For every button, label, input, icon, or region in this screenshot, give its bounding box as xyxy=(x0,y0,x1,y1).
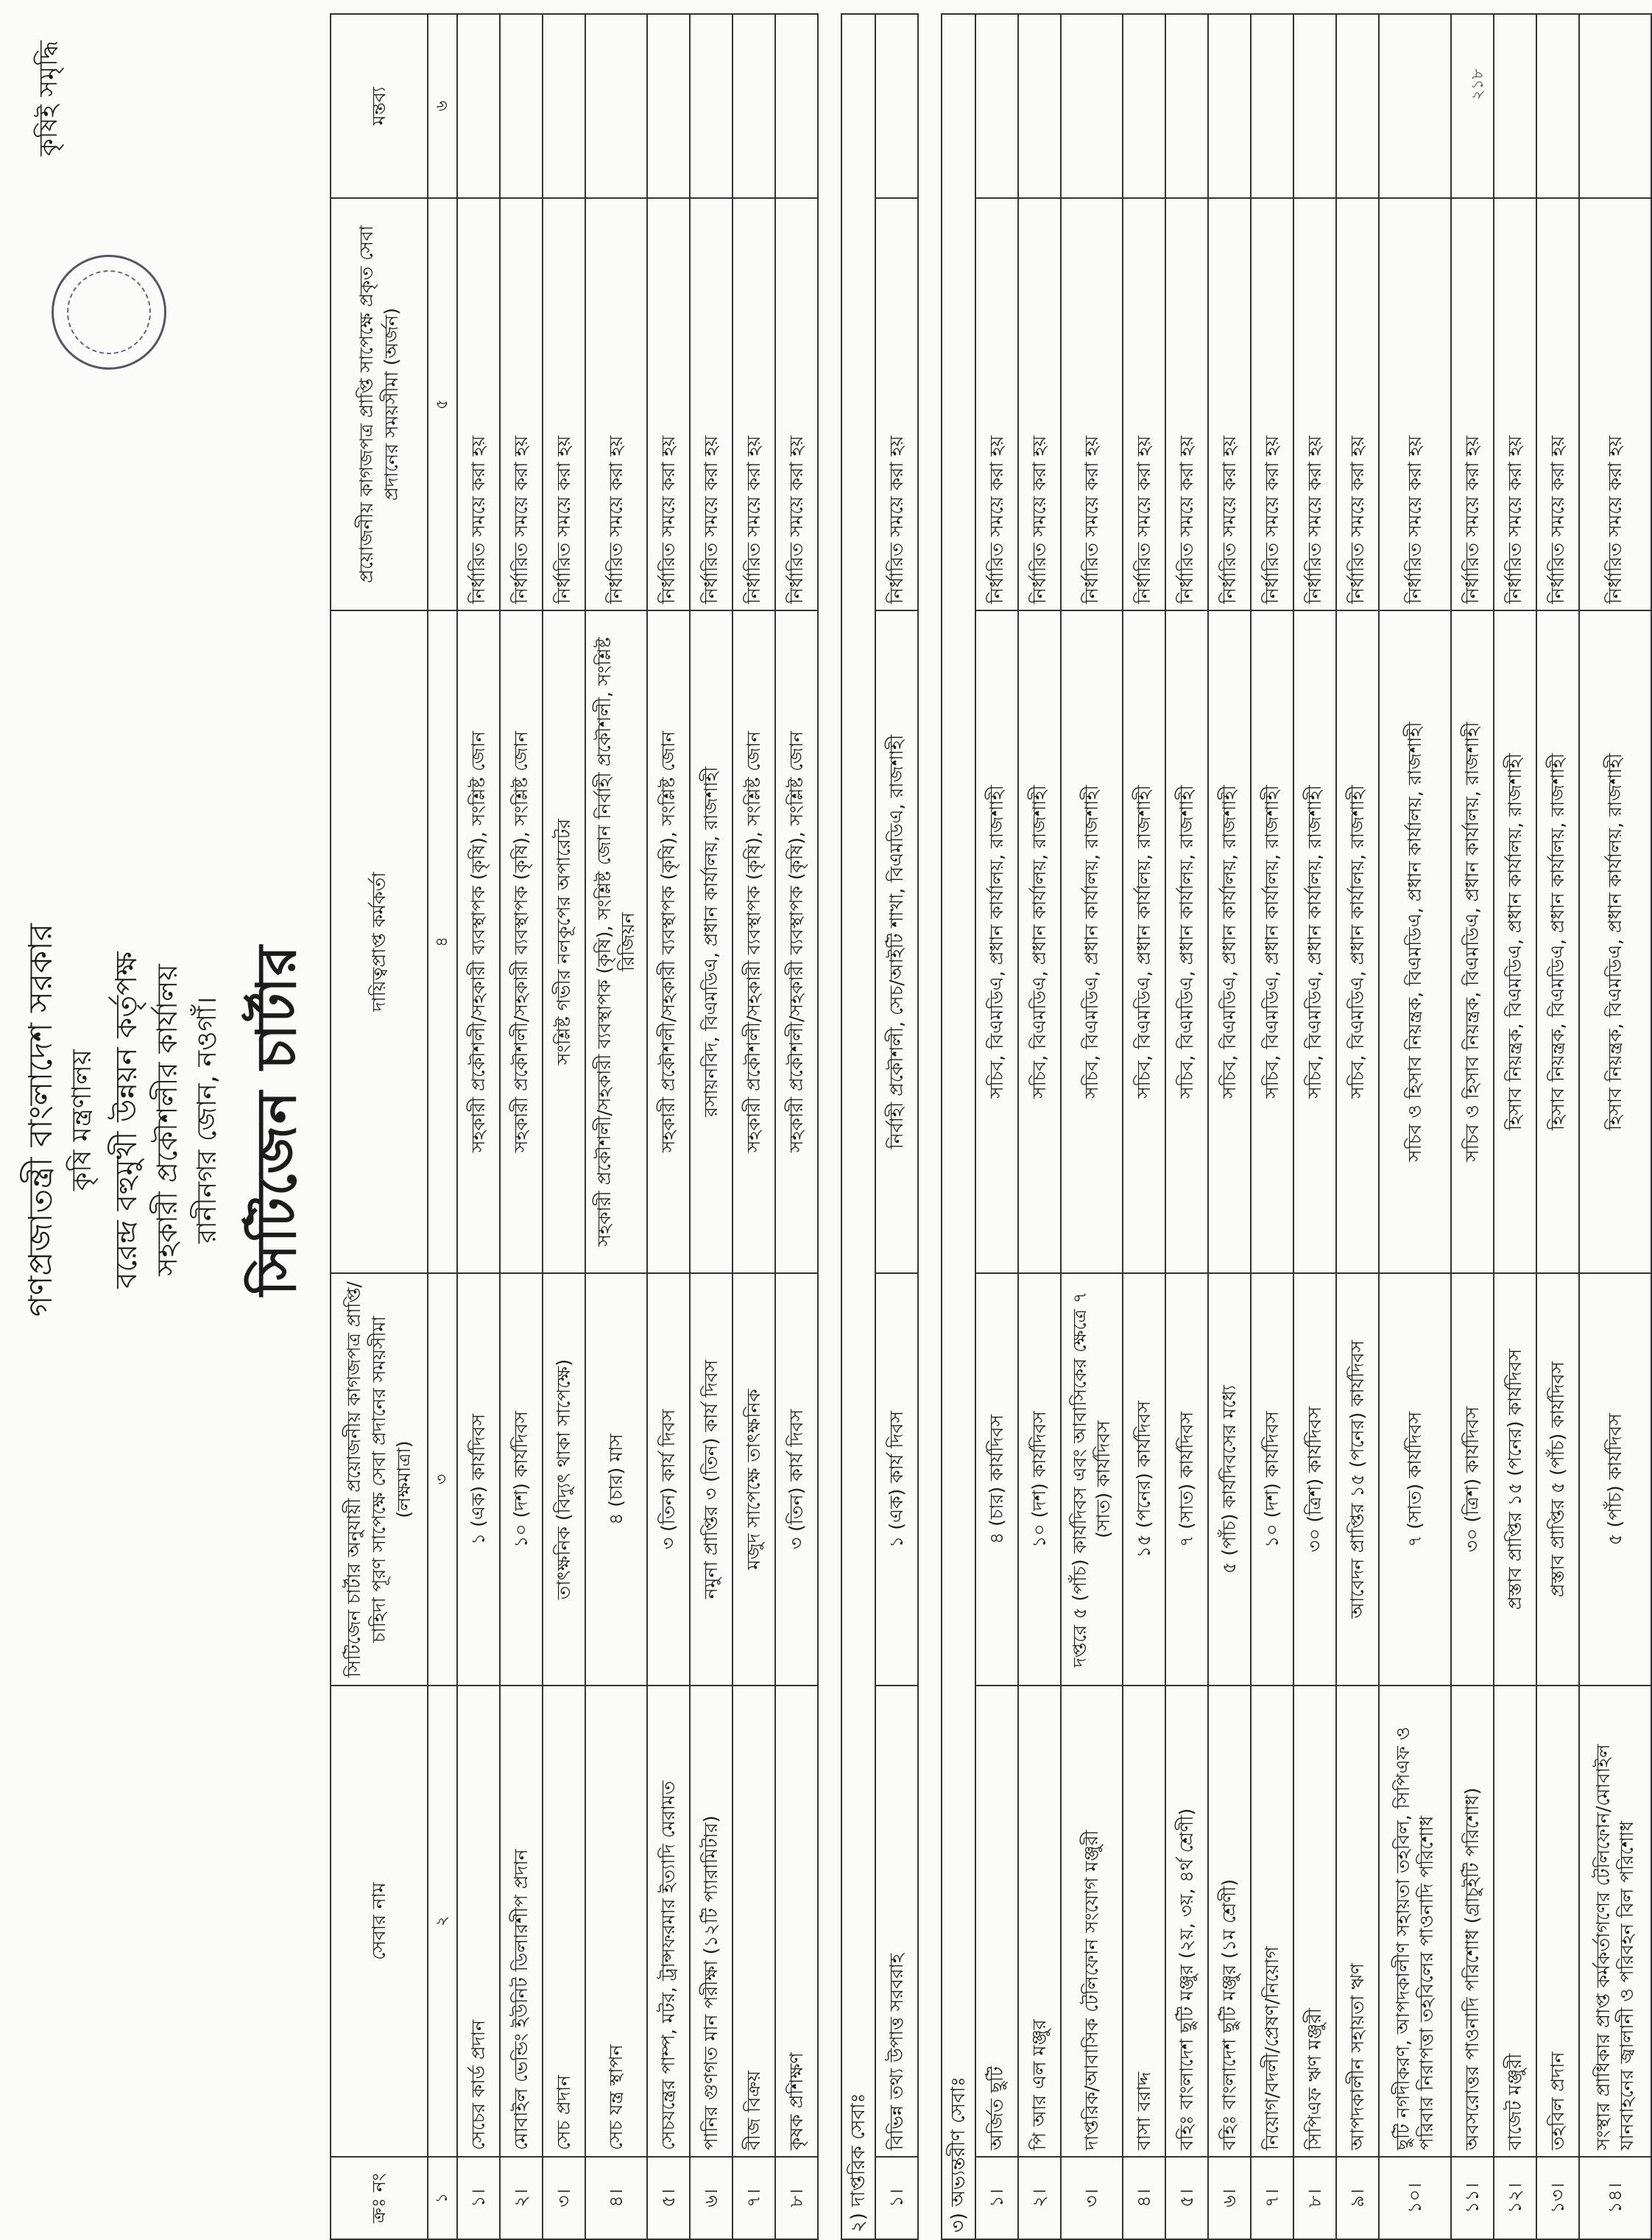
actual-time: নির্ধারিত সময়ে করা হয় xyxy=(975,198,1018,610)
service-time: প্রস্তাব প্রাপ্তির ৫ (পাঁচ) কার্যদিবস xyxy=(1536,1273,1579,1686)
serial-number: ২। xyxy=(500,2157,543,2239)
section-title-row xyxy=(942,14,975,2239)
column-number: ৪ xyxy=(428,610,457,1273)
remarks xyxy=(1208,14,1251,198)
responsible-officer: সহকারী প্রকৌশলী/সহকারী ব্যবস্থাপক (কৃষি), সংশ্লিষ্ট জোন xyxy=(647,610,690,1273)
col-header-service: সেবার নাম xyxy=(331,1686,428,2157)
slogan-tag: কৃষিই সমৃদ্ধি xyxy=(34,40,63,156)
service-time: ৩০ (ত্রিশ) কার্যদিবস xyxy=(1293,1273,1336,1686)
section-title: ২) দাপ্তরিক সেবাঃ xyxy=(841,14,875,2239)
ministry-name: কৃষি মন্ত্রণালয় xyxy=(67,1049,97,1191)
service-name: ছুটি নগদীকরণ, আপদকালীণ সহায়তা তহবিল, সিপিএফ ও পরিবার নিরাপত্তা তহবিলের পাওনাদি পরিশোধ xyxy=(1379,1686,1451,2157)
responsible-officer: সচিব, বিএমডিএ, প্রধান কার্যালয়, রাজশাহী xyxy=(1165,610,1208,1273)
actual-time: নির্ধারিত সময়ে করা হয় xyxy=(1494,198,1536,610)
serial-number: ১৪। xyxy=(1579,2157,1651,2239)
table-row xyxy=(1536,14,1579,2239)
responsible-officer: সহকারী প্রকৌশলী/সহকারী ব্যবস্থাপক (কৃষি), সংশ্লিষ্ট জোন নির্বাহী প্রকৌশলী, সংশ্লিষ্ট রিজিয়ন xyxy=(585,610,647,1273)
serial-number: ৮। xyxy=(1293,2157,1336,2239)
service-time: ৪ (চার) কার্যদিবস xyxy=(975,1273,1018,1686)
actual-time: নির্ধারিত সময়ে করা হয় xyxy=(733,198,775,610)
service-time: ৩ (তিন) কার্য দিবস xyxy=(775,1273,818,1686)
responsible-officer: সহকারী প্রকৌশলী/সহকারী ব্যবস্থাপক (কৃষি), সংশ্লিষ্ট জোন xyxy=(733,610,775,1273)
actual-time: নির্ধারিত সময়ে করা হয় xyxy=(875,198,918,610)
serial-number: ১০। xyxy=(1379,2157,1451,2239)
table-row xyxy=(1018,14,1061,2239)
remarks xyxy=(1579,14,1651,198)
table-row xyxy=(1494,14,1536,2239)
charter-table xyxy=(330,13,1652,2240)
service-name: সেচ প্রদান xyxy=(543,1686,585,2157)
service-time: ৩০ (ত্রিশ) কার্যদিবস xyxy=(1451,1273,1494,1686)
service-time: ৫ (পাঁচ) কার্যদিবস xyxy=(1579,1273,1651,1686)
service-name: বহিঃ বাংলাদেশ ছুটি মঞ্জুর (২য়, ৩য়, ৪র্থ শ্রেণী) xyxy=(1165,1686,1208,2157)
zone-name: রানীনগর জোন, নওগাঁ। xyxy=(192,996,222,1244)
responsible-officer: সংশ্লিষ্ট গভীর নলকূপের অপারেটর xyxy=(543,610,585,1273)
responsible-officer: সচিব, বিএমডিএ, প্রধান কার্যালয়, রাজশাহী xyxy=(1336,610,1379,1273)
service-name: অর্জিত ছুটি xyxy=(975,1686,1018,2157)
authority-name: বরেন্দ্র বহুমুখী উন্নয়ন কর্তৃপক্ষ xyxy=(110,951,144,1289)
serial-number: ১১। xyxy=(1451,2157,1494,2239)
remarks xyxy=(500,14,543,198)
service-time: আবেদন প্রাপ্তির ১৫ (পনের) কার্যদিবস xyxy=(1336,1273,1379,1686)
actual-time: নির্ধারিত সময়ে করা হয় xyxy=(1208,198,1251,610)
actual-time: নির্ধারিত সময়ে করা হয় xyxy=(775,198,818,610)
serial-number: ৪। xyxy=(585,2157,647,2239)
actual-time: নির্ধারিত সময়ে করা হয় xyxy=(1379,198,1451,610)
responsible-officer: সচিব, বিএমডিএ, প্রধান কার্যালয়, রাজশাহী xyxy=(1208,610,1251,1273)
actual-time: নির্ধারিত সময়ে করা হয় xyxy=(1251,198,1293,610)
section-gap-cell xyxy=(918,14,942,2239)
responsible-officer: রসায়নবিদ, বিএমডিএ, প্রধান কার্যালয়, রাজশাহী xyxy=(690,610,733,1273)
table-row xyxy=(690,14,733,2239)
service-name: সেচের কার্ড প্রদান xyxy=(457,1686,500,2157)
responsible-officer: সচিব ও হিসাব নিয়ন্ত্রক, বিএমডিএ, প্রধান কার্যালয়, রাজশাহী xyxy=(1379,610,1451,1273)
serial-number: ৪। xyxy=(1123,2157,1165,2239)
remarks xyxy=(585,14,647,198)
responsible-officer: নির্বাহী প্রকৌশলী, সেচ/আইটি শাখা, বিএমডিএ, রাজশাহী xyxy=(875,610,918,1273)
service-time: ৭ (সাত) কার্যদিবস xyxy=(1379,1273,1451,1686)
section-gap-cell xyxy=(818,14,841,2239)
service-time: ১০ (দশ) কার্যদিবস xyxy=(1251,1273,1293,1686)
service-time: ১ (এক) কার্য দিবস xyxy=(875,1273,918,1686)
col-header-time: সিটিজেন চার্টার অনুযায়ী প্রয়োজনীয় কাগজপত্র প্রাপ্তি/ চাহিদা পূরণ সাপেক্ষে সেবা প্রদানের সময়সীমা (লক্ষমাত্রা) xyxy=(331,1273,428,1686)
column-number-row xyxy=(428,14,457,2239)
column-number: ৬ xyxy=(428,14,457,198)
govt-name: গণপ্রজাতন্ত্রী বাংলাদেশ সরকার xyxy=(22,923,60,1317)
remarks xyxy=(1018,14,1061,198)
column-number: ৩ xyxy=(428,1273,457,1686)
serial-number: ৫। xyxy=(1165,2157,1208,2239)
service-name: বাসা বরাদ্দ xyxy=(1123,1686,1165,2157)
service-name: সেচ যন্ত্র স্থাপন xyxy=(585,1686,647,2157)
remarks xyxy=(690,14,733,198)
serial-number: ১২। xyxy=(1494,2157,1536,2239)
actual-time: নির্ধারিত সময়ে করা হয় xyxy=(690,198,733,610)
responsible-officer: সচিব, বিএমডিএ, প্রধান কার্যালয়, রাজশাহী xyxy=(1251,610,1293,1273)
serial-number: ১। xyxy=(875,2157,918,2239)
responsible-officer: সচিব, বিএমডিএ, প্রধান কার্যালয়, রাজশাহী xyxy=(1123,610,1165,1273)
table-row xyxy=(1336,14,1379,2239)
remarks xyxy=(1451,14,1494,198)
service-name: তহবিল প্রদান xyxy=(1536,1686,1579,2157)
service-name: মোবাইল ভেন্ডিং ইউনিট ডিলারশীপ প্রদান xyxy=(500,1686,543,2157)
service-time: ১৫ (পনের) কার্যদিবস xyxy=(1123,1273,1165,1686)
actual-time: নির্ধারিত সময়ে করা হয় xyxy=(1451,198,1494,610)
remarks xyxy=(1061,14,1123,198)
table-row xyxy=(1579,14,1651,2239)
responsible-officer: সচিব, বিএমডিএ, প্রধান কার্যালয়, রাজশাহী xyxy=(1018,610,1061,1273)
actual-time: নির্ধারিত সময়ে করা হয় xyxy=(1293,198,1336,610)
table-row xyxy=(1251,14,1293,2239)
service-name: সেচযন্ত্রের পাম্প, মটর, ট্রান্সফরমার ইত্যাদি মেরামত xyxy=(647,1686,690,2157)
responsible-officer: সহকারী প্রকৌশলী/সহকারী ব্যবস্থাপক (কৃষি), সংশ্লিষ্ট জোন xyxy=(775,610,818,1273)
table-row xyxy=(1123,14,1165,2239)
actual-time: নির্ধারিত সময়ে করা হয় xyxy=(585,198,647,610)
charter-table-body xyxy=(428,14,1651,2239)
table-row xyxy=(585,14,647,2239)
actual-time: নির্ধারিত সময়ে করা হয় xyxy=(1123,198,1165,610)
serial-number: ১৩। xyxy=(1536,2157,1579,2239)
service-time: দপ্তরে ৫ (পাঁচ) কার্যদিবস এবং আবাসিকের ক্ষেত্রে ৭ (সাত) কার্যদিবস xyxy=(1061,1273,1123,1686)
actual-time: নির্ধারিত সময়ে করা হয় xyxy=(1165,198,1208,610)
table-row xyxy=(1208,14,1251,2239)
service-time: ৭ (সাত) কার্যদিবস xyxy=(1165,1273,1208,1686)
responsible-officer: সচিব, বিএমডিএ, প্রধান কার্যালয়, রাজশাহী xyxy=(975,610,1018,1273)
serial-number: ৬। xyxy=(1208,2157,1251,2239)
service-time: ১ (এক) কার্যদিবস xyxy=(457,1273,500,1686)
service-name: অবসরোত্তর পাওনাদি পরিশোধ (গ্রাচুইটি পরিশোধ) xyxy=(1451,1686,1494,2157)
service-time: ১০ (দশ) কার্যদিবস xyxy=(1018,1273,1061,1686)
table-row xyxy=(1061,14,1123,2239)
table-row xyxy=(457,14,500,2239)
service-time: মজুদ সাপেক্ষে তাৎক্ষনিক xyxy=(733,1273,775,1686)
actual-time: নির্ধারিত সময়ে করা হয় xyxy=(1536,198,1579,610)
remarks xyxy=(647,14,690,198)
table-row xyxy=(775,14,818,2239)
responsible-officer: সচিব, বিএমডিএ, প্রধান কার্যালয়, রাজশাহী xyxy=(1061,610,1123,1273)
remarks xyxy=(875,14,918,198)
section-gap xyxy=(818,14,841,2239)
service-time: প্রস্তাব প্রাপ্তির ১৫ (পনের) কার্যদিবস xyxy=(1494,1273,1536,1686)
remarks xyxy=(1251,14,1293,198)
column-number: ২ xyxy=(428,1686,457,2157)
col-header-actual: প্রয়োজনীয় কাগজপত্র প্রাপ্তি সাপেক্ষে প্রকৃত সেবা প্রদানের সময়সীমা (অর্জন) xyxy=(331,198,428,610)
service-name: পি আর এল মঞ্জুর xyxy=(1018,1686,1061,2157)
table-row xyxy=(543,14,585,2239)
table-row xyxy=(1379,14,1451,2239)
remarks xyxy=(543,14,585,198)
service-time: নমুনা প্রাপ্তির ৩ (তিন) কার্য দিবস xyxy=(690,1273,733,1686)
service-name: নিয়োগ/বদলী/প্রেষণ/নিয়োগ xyxy=(1251,1686,1293,2157)
section-title-row xyxy=(841,14,875,2239)
actual-time: নির্ধারিত সময়ে করা হয় xyxy=(1336,198,1379,610)
service-time: ১০ (দশ) কার্যদিবস xyxy=(500,1273,543,1686)
service-time: ৩ (তিন) কার্য দিবস xyxy=(647,1273,690,1686)
column-number: ৫ xyxy=(428,198,457,610)
responsible-officer: হিসাব নিয়ন্ত্রক, বিএমডিএ, প্রধান কার্যালয়, রাজশাহী xyxy=(1536,610,1579,1273)
remarks xyxy=(1293,14,1336,198)
remarks xyxy=(975,14,1018,198)
col-header-officer: দায়িত্বপ্রাপ্ত কর্মকর্তা xyxy=(331,610,428,1273)
responsible-officer: সচিব ও হিসাব নিয়ন্ত্রক, বিএমডিএ, প্রধান কার্যালয়, রাজশাহী xyxy=(1451,610,1494,1273)
actual-time: নির্ধারিত সময়ে করা হয় xyxy=(1579,198,1651,610)
table-row xyxy=(733,14,775,2239)
remarks xyxy=(1336,14,1379,198)
service-time: ৪ (চার) মাস xyxy=(585,1273,647,1686)
serial-number: ১। xyxy=(975,2157,1018,2239)
actual-time: নির্ধারিত সময়ে করা হয় xyxy=(647,198,690,610)
table-row xyxy=(975,14,1018,2239)
service-name: দাপ্তরিক/আবাসিক টেলিফোন সংযোগ মঞ্জুরী xyxy=(1061,1686,1123,2157)
section-title: ৩) অভ্যন্তরীণ সেবাঃ xyxy=(942,14,975,2239)
serial-number: ৭। xyxy=(733,2157,775,2239)
serial-number: ৬। xyxy=(690,2157,733,2239)
responsible-officer: সহকারী প্রকৌশলী/সহকারী ব্যবস্থাপক (কৃষি), সংশ্লিষ্ট জোন xyxy=(500,610,543,1273)
footer-mark: ২১৮ xyxy=(1469,68,1487,100)
responsible-officer: হিসাব নিয়ন্ত্রক, বিএমডিএ, প্রধান কার্যালয়, রাজশাহী xyxy=(1494,610,1536,1273)
remarks xyxy=(1536,14,1579,198)
actual-time: নির্ধারিত সময়ে করা হয় xyxy=(457,198,500,610)
service-name: বহিঃ বাংলাদেশ ছুটি মঞ্জুর (১ম শ্রেণী) xyxy=(1208,1686,1251,2157)
remarks xyxy=(1123,14,1165,198)
service-name: সিপিএফ ঋণ মঞ্জুরী xyxy=(1293,1686,1336,2157)
remarks xyxy=(775,14,818,198)
responsible-officer: সহকারী প্রকৌশলী/সহকারী ব্যবস্থাপক (কৃষি), সংশ্লিষ্ট জোন xyxy=(457,610,500,1273)
page-title: সিটিজেন চার্টার xyxy=(245,944,308,1296)
table-row xyxy=(875,14,918,2239)
serial-number: ৫। xyxy=(647,2157,690,2239)
remarks xyxy=(733,14,775,198)
responsible-officer: হিসাব নিয়ন্ত্রক, বিএমডিএ, প্রধান কার্যালয়, রাজশাহী xyxy=(1579,610,1651,1273)
serial-number: ৩। xyxy=(543,2157,585,2239)
serial-number: ২। xyxy=(1018,2157,1061,2239)
table-row xyxy=(1293,14,1336,2239)
serial-number: ১। xyxy=(457,2157,500,2239)
service-name: বিভিন্ন তথ্য উপাত্ত সরবরাহ xyxy=(875,1686,918,2157)
serial-number: ৩। xyxy=(1061,2157,1123,2239)
table-row xyxy=(647,14,690,2239)
column-number: ১ xyxy=(428,2157,457,2239)
service-name: বাজেট মঞ্জুরী xyxy=(1494,1686,1536,2157)
actual-time: নির্ধারিত সময়ে করা হয় xyxy=(1061,198,1123,610)
actual-time: নির্ধারিত সময়ে করা হয় xyxy=(1018,198,1061,610)
service-time: তাৎক্ষনিক (বিদ্যুৎ থাকা সাপেক্ষে) xyxy=(543,1273,585,1686)
table-row xyxy=(1165,14,1208,2239)
remarks xyxy=(1494,14,1536,198)
actual-time: নির্ধারিত সময়ে করা হয় xyxy=(543,198,585,610)
service-name: পানির গুণগত মান পরীক্ষা (১২টি প্যারামিটার) xyxy=(690,1686,733,2157)
service-name: বীজ বিক্রয় xyxy=(733,1686,775,2157)
table-row xyxy=(500,14,543,2239)
responsible-officer: সচিব, বিএমডিএ, প্রধান কার্যালয়, রাজশাহী xyxy=(1293,610,1336,1273)
serial-number: ৮। xyxy=(775,2157,818,2239)
office-name: সহকারী প্রকৌশলীর কার্যালয় xyxy=(151,964,183,1276)
col-header-serial: ক্রঃ নং xyxy=(331,2157,428,2239)
service-name: কৃষক প্রশিক্ষণ xyxy=(775,1686,818,2157)
remarks xyxy=(1165,14,1208,198)
serial-number: ৯। xyxy=(1336,2157,1379,2239)
remarks xyxy=(457,14,500,198)
col-header-remarks: মন্তব্য xyxy=(331,14,428,198)
actual-time: নির্ধারিত সময়ে করা হয় xyxy=(500,198,543,610)
service-name: আপদকালীন সহায়তা ঋণ xyxy=(1336,1686,1379,2157)
service-name: সংস্থার প্রাধিকার প্রাপ্ত কর্মকর্তাগণের টেলিফোন/মোবাইল যানবাহনের জ্বালানী ও পরিবহন বিল পরিশোধ xyxy=(1579,1686,1651,2157)
serial-number: ৭। xyxy=(1251,2157,1293,2239)
remarks xyxy=(1379,14,1451,198)
section-gap xyxy=(918,14,942,2239)
table-row xyxy=(1451,14,1494,2239)
service-time: ৫ (পাঁচ) কার্যদিবসের মধ্যে xyxy=(1208,1273,1251,1686)
